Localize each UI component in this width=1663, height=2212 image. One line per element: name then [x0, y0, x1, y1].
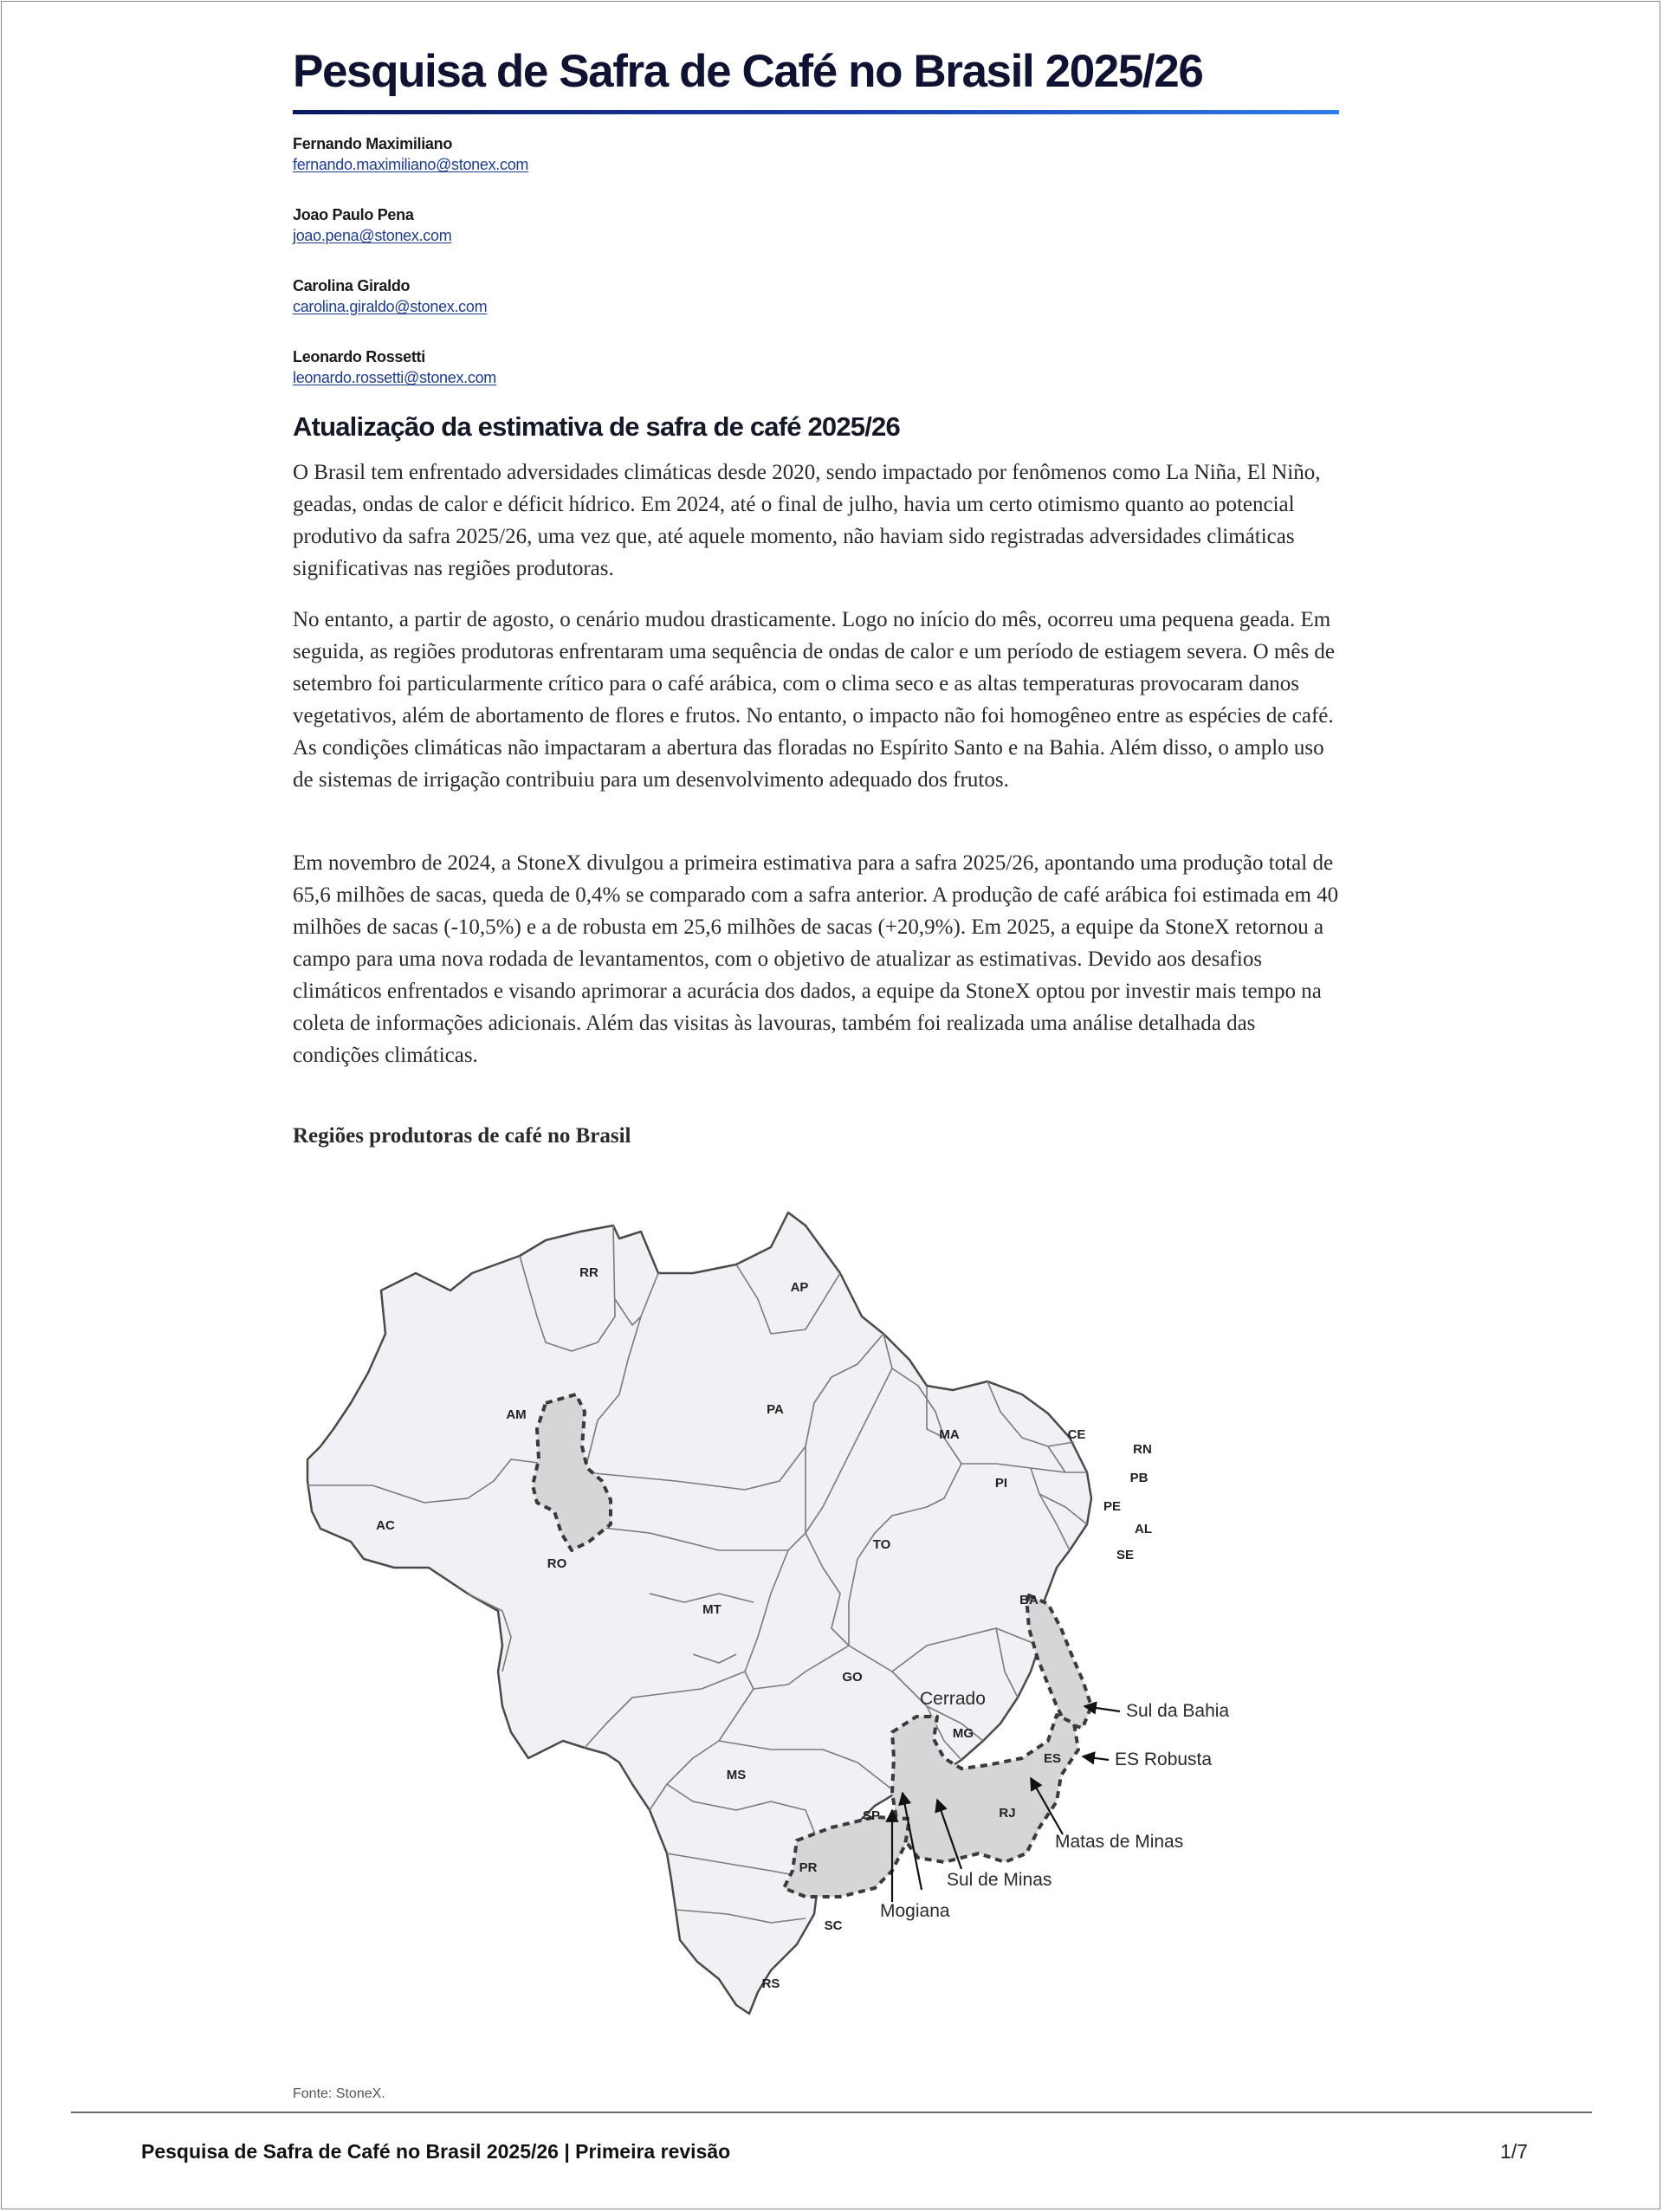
author-name: Leonardo Rossetti — [293, 348, 425, 365]
title-rule — [293, 110, 1339, 114]
state-label-go: GO — [842, 1670, 863, 1685]
state-label-mg: MG — [952, 1726, 974, 1741]
author-entry — [293, 204, 528, 275]
author-email-link[interactable]: carolina.giraldo@stonex.com — [293, 298, 488, 315]
paragraph-3: Em novembro de 2024, a StoneX divulgou a primeira estimativa para a safra 2025/26, apontando uma produção total de 65,6 milhões de sacas, queda de 0,4% se comparado com a safra anterior. A produção de café arábica foi estimada em 40 milhões de sacas (-10,5%) e a de robusta em 25,6 milhões de sacas (+20,9%). Em 2025, a equipe da StoneX retornou a campo para uma nova rodada de levantamentos, com o objetivo de atualizar as estimativas. Devido aos desafios climáticos enfrentados e visando aprimorar a acurácia dos dados, a equipe da StoneX optou por investir mais tempo na coleta de informações adicionais. Além das visitas às lavouras, também foi realizada uma análise detalhada das condições climáticas. — [293, 851, 1339, 1067]
author-entry — [293, 275, 528, 346]
section-heading: Atualização da estimativa de safra de café 2025/26 — [293, 411, 900, 442]
state-label-ba: BA — [1019, 1593, 1039, 1607]
state-label-pr: PR — [799, 1860, 818, 1875]
state-label-se: SE — [1116, 1548, 1135, 1562]
state-label-pb: PB — [1129, 1471, 1149, 1485]
state-label-ap: AP — [790, 1280, 809, 1295]
author-entry — [293, 346, 528, 417]
state-label-ac: AC — [376, 1518, 395, 1533]
footer-title: Pesquisa de Safra de Café no Brasil 2025/26 | Primeira revisão — [141, 2140, 731, 2163]
brazil-outline — [307, 1213, 1091, 2014]
author-name: Fernando Maximiliano — [293, 135, 453, 152]
author-list — [293, 133, 528, 417]
state-label-mt: MT — [702, 1602, 721, 1617]
region-label-mogiana: Mogiana — [880, 1901, 950, 1921]
state-label-to: TO — [872, 1537, 891, 1552]
state-label-ms: MS — [726, 1768, 747, 1782]
state-label-ro: RO — [547, 1556, 567, 1571]
region-label-matas-de-minas: Matas de Minas — [1055, 1832, 1184, 1852]
source-note: Fonte: StoneX. — [293, 2086, 385, 2101]
state-label-es: ES — [1043, 1751, 1062, 1766]
state-label-rs: RS — [761, 1976, 780, 1991]
figure-caption: Regiões produtoras de café no Brasil — [293, 1124, 631, 1148]
state-label-ce: CE — [1067, 1427, 1086, 1442]
region-label-sul-de-minas: Sul de Minas — [947, 1870, 1052, 1890]
state-label-rn: RN — [1133, 1442, 1152, 1457]
state-label-pi: PI — [994, 1476, 1008, 1491]
page-number: 1/7 — [1500, 2140, 1528, 2163]
author-email-link[interactable]: joao.pena@stonex.com — [293, 227, 452, 244]
state-label-am: AM — [506, 1407, 527, 1422]
state-label-rj: RJ — [999, 1806, 1016, 1821]
state-label-rr: RR — [579, 1265, 599, 1280]
brazil-coffee-map — [286, 1187, 1239, 2035]
region-label-sul-da-bahia: Sul da Bahia — [1126, 1701, 1230, 1721]
state-label-sp: SP — [862, 1808, 881, 1823]
footer-rule — [71, 2112, 1592, 2113]
state-label-al: AL — [1135, 1522, 1152, 1536]
paragraph-1: O Brasil tem enfrentado adversidades climáticas desde 2020, sendo impactado por fenômenos como La Niña, El Niño, geadas, ondas de calor e déficit hídrico. Em 2024, até o final de julho, havia um certo otimismo quanto ao potencial produtivo da safra 2025/26, uma vez que, até aquele momento, não haviam sido registradas adversidades climáticas significativas nas regiões produtoras. — [293, 461, 1321, 580]
document-title: Pesquisa de Safra de Café no Brasil 2025/26 — [293, 46, 1203, 97]
state-label-pa: PA — [767, 1402, 784, 1417]
region-sul-da-bahia — [1027, 1595, 1091, 1728]
state-label-pe: PE — [1103, 1499, 1122, 1514]
state-label-sc: SC — [824, 1918, 843, 1933]
author-entry — [293, 133, 528, 204]
region-label-cerrado: Cerrado — [920, 1689, 986, 1709]
paragraph-2: No entanto, a partir de agosto, o cenário mudou drasticamente. Logo no início do mês, ocorreu uma pequena geada. Em seguida, as regiões produtoras enfrentaram uma sequência de ondas de calor e um período de estiagem severa. O mês de setembro foi particularmente crítico para o café arábica, com o clima seco e as altas temperaturas provocaram danos vegetativos, além de abortamento de flores e frutos. No entanto, o impacto não foi homogêneo entre as espécies de café. As condições climáticas não impactaram a abertura das floradas no Espírito Santo e na Bahia. Além disso, o amplo uso de sistemas de irrigação contribuiu para um desenvolvimento adequado dos frutos. — [293, 608, 1336, 792]
author-name: Joao Paulo Pena — [293, 206, 414, 223]
region-label-es-robusta: ES Robusta — [1115, 1750, 1213, 1769]
author-email-link[interactable]: fernando.maximiliano@stonex.com — [293, 156, 529, 173]
state-label-ma: MA — [939, 1427, 960, 1442]
author-name: Carolina Giraldo — [293, 277, 411, 294]
author-email-link[interactable]: leonardo.rossetti@stonex.com — [293, 369, 496, 386]
